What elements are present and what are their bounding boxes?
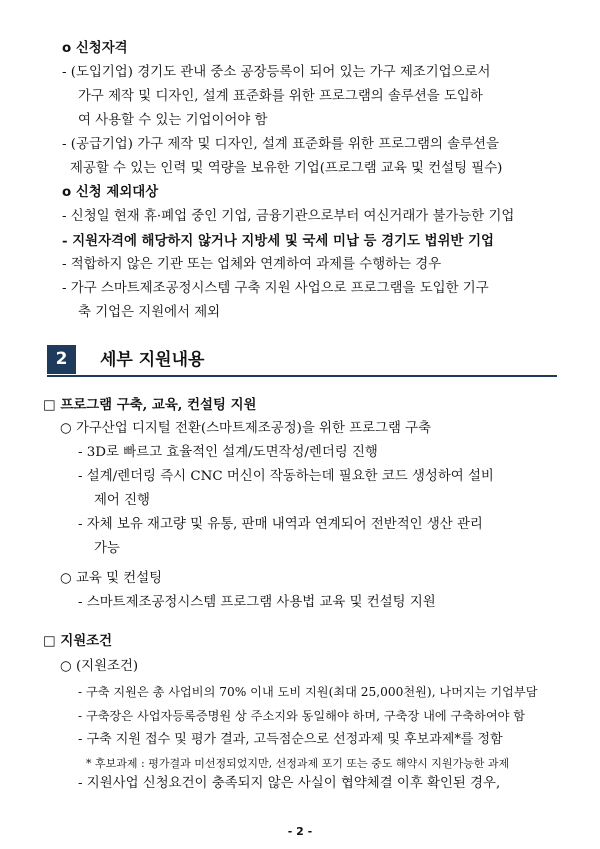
section-title: 세부 지원내용 [100,350,205,370]
eligibility-line: 가구 제작 및 디자인, 설계 표준화를 위한 프로그램의 솔루션을 도입하 [78,89,483,104]
exclusion-line: 축 기업은 지원에서 제외 [78,305,221,320]
conditions-item: - 구축 지원 접수 및 평가 결과, 고득점순으로 선정과제 및 후보과제*를 정함 [78,732,503,747]
support-item: 가능 [94,541,120,556]
support-item: - 3D로 빠르고 효율적인 설계/도면작성/렌더링 진행 [78,445,378,460]
conditions-sub: ○ (지원조건) [60,659,139,674]
support-item: - 스마트제조공정시스템 프로그램 사용법 교육 및 컨설팅 지원 [78,595,436,610]
page-number: - 2 - [287,825,313,838]
support-heading: □ 프로그램 구축, 교육, 컨설팅 지원 [43,397,257,413]
eligibility-line: - (공급기업) 가구 제작 및 디자인, 설계 표준화를 위한 프로그램의 솔루션을 [62,137,499,152]
support-sub1: ○ 가구산업 디지털 전환(스마트제조공정)을 위한 프로그램 구축 [60,421,432,436]
conditions-heading: □ 지원조건 [43,633,113,649]
support-item: - 자체 보유 재고량 및 유통, 판매 내역과 연계되어 전반적인 생산 관리 [78,517,483,532]
eligibility-line: 여 사용할 수 있는 기업이어야 함 [78,113,268,128]
section-number-badge: 2 [47,345,76,374]
eligibility-line: 제공할 수 있는 인력 및 역량을 보유한 기업(프로그램 교육 및 컨설팅 필수) [70,161,503,176]
exclusion-line: - 신청일 현재 휴·폐업 중인 기업, 금융기관으로부터 여신거래가 불가능한 기업 [62,209,515,224]
section-divider [47,375,557,377]
conditions-item: - 구축 지원은 총 사업비의 70% 이내 도비 지원(최대 25,000천원), 나머지는 기업부담 [78,685,538,699]
exclusion-line: - 가구 스마트제조공정시스템 구축 지원 사업으로 프로그램을 도입한 기구 [62,281,489,296]
support-item: - 설계/렌더링 즉시 CNC 머신이 작동하는데 필요한 코드 생성하여 설비 [78,469,494,484]
exclusion-line-bold: - 지원자격에 해당하지 않거나 지방세 및 국세 미납 등 경기도 법위반 기업 [62,233,494,249]
eligibility-heading: o 신청자격 [62,41,128,56]
conditions-item: - 구축장은 사업자등록증명원 상 주소지와 동일해야 하며, 구축장 내에 구축하여야 함 [78,709,526,723]
exclusion-heading: o 신청 제외대상 [62,185,159,200]
support-sub2: ○ 교육 및 컨설팅 [60,571,163,586]
support-item: 제어 진행 [94,493,150,508]
conditions-footnote: * 후보과제 : 평가결과 미선정되었지만, 선정과제 포기 또는 중도 해약시 지원가능한 과제 [86,757,510,770]
eligibility-line: - (도입기업) 경기도 관내 중소 공장등록이 되어 있는 가구 제조기업으로서 [62,65,491,80]
exclusion-line: - 적합하지 않은 기관 또는 업체와 연계하여 과제를 수행하는 경우 [62,257,442,272]
conditions-last: - 지원사업 신청요건이 충족되지 않은 사실이 협약체결 이후 확인된 경우, [78,776,501,791]
